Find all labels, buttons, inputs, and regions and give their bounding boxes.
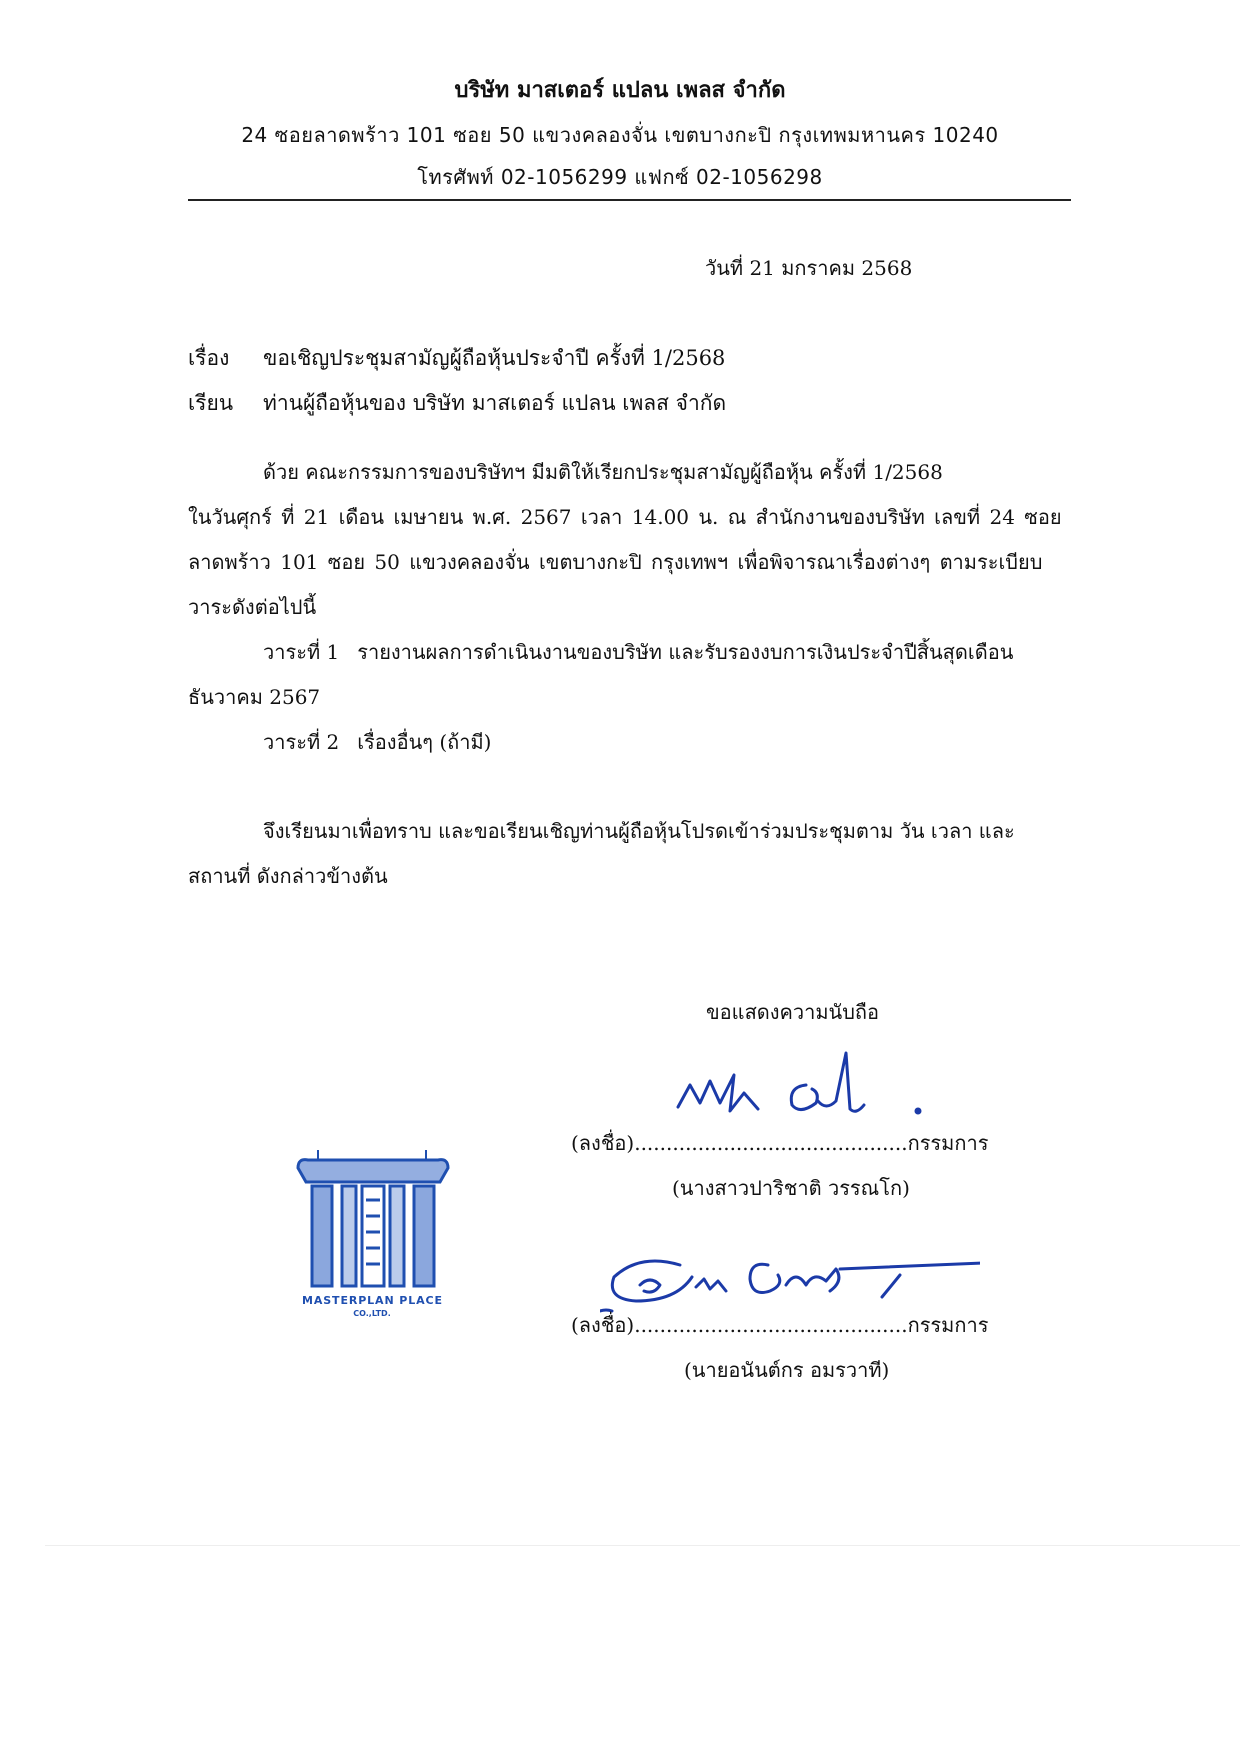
company-address: 24 ซอยลาดพร้าว 101 ซอย 50 แขวงคลองจั่น เขตบางกะปิ กรุงเทพมหานคร 10240	[241, 123, 999, 147]
signature-line-1: (ลงชื่อ)...........................................กรรมการ	[571, 1131, 989, 1155]
agenda-1-label: วาระที่ 1	[263, 640, 340, 664]
letterhead-divider	[188, 199, 1071, 201]
agenda-item-2	[263, 726, 492, 758]
svg-text:CO.,LTD.: CO.,LTD.	[353, 1309, 391, 1318]
agenda-item-1	[263, 636, 1013, 668]
signatory-name-2: (นายอนันต์กร อมรวาที)	[684, 1358, 890, 1382]
recipient-text: ท่านผู้ถือหุ้นของ บริษัท มาสเตอร์ แปลน เพลส จำกัด	[263, 391, 727, 415]
company-contact: โทรศัพท์ 02-1056299 แฟกซ์ 02-1056298	[417, 165, 823, 189]
signatory-name-1: (นางสาวปาริชาติ วรรณโก)	[672, 1176, 910, 1200]
letter-date: วันที่ 21 มกราคม 2568	[705, 256, 913, 280]
signature-1-handwriting	[660, 1045, 930, 1135]
conclusion-line-1: จึงเรียนมาเพื่อทราบ และขอเรียนเชิญท่านผู้ถือหุ้นโปรดเข้าร่วมประชุมตาม วัน เวลา และ	[263, 819, 1015, 843]
agenda-1-text: รายงานผลการดำเนินงานของบริษัท และรับรองงบการเงินประจำปีสิ้นสุดเดือน	[357, 640, 1014, 664]
body-line-2: ในวันศุกร์ ที่ 21 เดือน เมษายน พ.ศ. 2567 เวลา 14.00 น. ณ สำนักงานของบริษัท เลขที่ 24 ซอย	[188, 505, 1062, 529]
subject-text: ขอเชิญประชุมสามัญผู้ถือหุ้นประจำปี ครั้งที่ 1/2568	[263, 346, 726, 370]
agenda-2-label: วาระที่ 2	[263, 730, 340, 754]
body-line-4: วาระดังต่อไปนี้	[188, 595, 317, 619]
conclusion-line-2: สถานที่ ดังกล่าวข้างต้น	[188, 864, 388, 888]
agenda-item-1-continued: ธันวาคม 2567	[188, 685, 321, 709]
closing-salutation: ขอแสดงความนับถือ	[706, 1000, 880, 1024]
svg-text:MASTERPLAN PLACE: MASTERPLAN PLACE	[302, 1294, 442, 1307]
recipient-label: เรียน	[188, 391, 234, 415]
signature-line-2: (ลงชื่อ)...........................................กรรมการ	[571, 1313, 989, 1337]
subject-label: เรื่อง	[188, 346, 230, 370]
agenda-2-text: เรื่องอื่นๆ (ถ้ามี)	[357, 730, 492, 754]
page-scan-edge	[45, 1545, 1240, 1546]
company-name: บริษัท มาสเตอร์ แปลน เพลส จำกัด	[454, 77, 786, 103]
body-line-3: ลาดพร้าว 101 ซอย 50 แขวงคลองจั่น เขตบางกะปิ กรุงเทพฯ เพื่อพิจารณาเรื่องต่างๆ ตามระเบียบ	[188, 550, 1043, 574]
body-line-1: ด้วย คณะกรรมการของบริษัทฯ มีมติให้เรียกประชุมสามัญผู้ถือหุ้น ครั้งที่ 1/2568	[263, 460, 943, 484]
company-stamp	[290, 1148, 455, 1318]
